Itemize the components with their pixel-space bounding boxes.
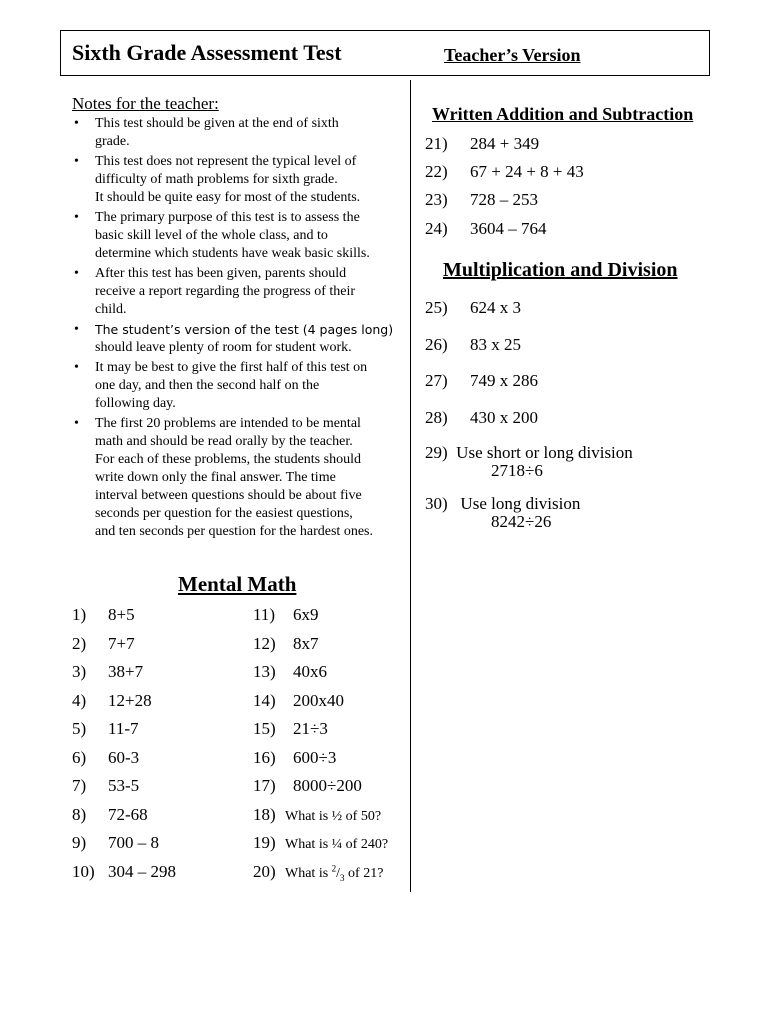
question-number: 10)	[72, 862, 95, 881]
question-row	[425, 371, 538, 391]
note-line: difficulty of math problems for sixth grade.	[95, 172, 338, 187]
question-30	[425, 494, 580, 514]
question-expression: 67 + 24 + 8 + 43	[470, 162, 584, 181]
question-expression: 728 – 253	[470, 190, 538, 209]
question-expression: 6x9	[293, 605, 319, 624]
question-number: 7)	[72, 776, 87, 795]
fraction-numerator: 2	[331, 863, 337, 874]
mental-math-item	[72, 691, 152, 711]
mental-math-item	[72, 634, 135, 654]
note-line: The primary purpose of this test is to assess the	[95, 210, 360, 225]
question-row	[425, 190, 538, 210]
mental-math-item	[253, 605, 319, 625]
question-row	[425, 162, 584, 182]
question-number: 8)	[72, 805, 87, 824]
question-expression: 11-7	[108, 719, 139, 738]
question-expression: 304 – 298	[108, 862, 176, 881]
question-expression: 8x7	[293, 634, 319, 653]
expression-text: What is	[285, 866, 332, 881]
question-number: 25)	[425, 298, 448, 317]
question-expression: 7+7	[108, 634, 135, 653]
question-expression: 8000÷200	[293, 776, 362, 795]
note-line: should leave plenty of room for student work.	[95, 340, 352, 355]
question-expression: What is ¼ of 240?	[285, 837, 389, 852]
question-expression: 284 + 349	[470, 134, 540, 153]
note-line: The student’s version of the test (4 pages long)	[95, 322, 394, 337]
note-item: • It may be best to give the first half of this test on one day, and then the second half on the following day.	[72, 359, 402, 413]
question-row	[425, 134, 539, 154]
question-row	[425, 219, 547, 239]
question-row	[425, 408, 538, 428]
question-expression: 700 – 8	[108, 833, 159, 852]
mental-math-item	[253, 719, 328, 739]
note-line: following day.	[95, 396, 176, 411]
note-line: basic skill level of the whole class, and to	[95, 228, 328, 243]
fraction-slash: /	[336, 866, 341, 881]
question-30-expr: 8242÷26	[491, 512, 552, 531]
question-number: 19)	[253, 833, 276, 852]
question-29-expr: 2718÷6	[491, 461, 543, 480]
question-number: 3)	[72, 662, 87, 681]
question-number: 24)	[425, 219, 448, 238]
question-expression: 72-68	[108, 805, 148, 824]
question-number: 23)	[425, 190, 448, 209]
question-expression: 83 x 25	[470, 335, 521, 354]
note-line: child.	[95, 302, 127, 317]
note-line: After this test has been given, parents should	[95, 266, 347, 281]
mental-math-item	[72, 776, 139, 796]
expression-text: of 21?	[344, 866, 384, 881]
question-expression: 749 x 286	[470, 371, 538, 390]
note-line: This test should be given at the end of sixth	[95, 116, 339, 131]
question-expression: What is ½ of 50?	[285, 809, 382, 824]
note-line: receive a report regarding the progress of their	[95, 284, 356, 299]
question-expression: 60-3	[108, 748, 140, 767]
mental-math-item	[72, 833, 159, 853]
mental-math-item	[253, 776, 362, 796]
mental-math-item	[253, 748, 336, 768]
column-divider	[410, 80, 411, 892]
note-line: grade.	[95, 134, 130, 149]
question-number: 13)	[253, 662, 276, 681]
version-label: Teacher’s Version	[444, 45, 581, 65]
question-number: 14)	[253, 691, 276, 710]
mental-math-item	[253, 805, 381, 825]
question-number: 4)	[72, 691, 87, 710]
mental-math-title: Mental Math	[178, 572, 297, 596]
note-item: • The first 20 problems are intended to be mental math and should be read orally by the teacher. For each of these problems, the students should write down only the final answer. The time interval between questions should be about five seconds per question for the easiest questions, and ten seconds per question for the hardest ones.	[72, 415, 402, 541]
notes-list	[72, 115, 402, 543]
question-expression: 600÷3	[293, 748, 337, 767]
question-number: 5)	[72, 719, 87, 738]
note-item: • The primary purpose of this test is to assess the basic skill level of the whole class, and to determine which students have weak basic skills.	[72, 209, 402, 263]
question-number: 21)	[425, 134, 448, 153]
question-expression: 53-5	[108, 776, 140, 795]
question-row	[425, 298, 521, 318]
question-text: Use long division	[460, 494, 581, 513]
question-expression: 200x40	[293, 691, 344, 710]
question-number: 27)	[425, 371, 448, 390]
question-number: 9)	[72, 833, 87, 852]
question-number: 16)	[253, 748, 276, 767]
note-item: • This test should be given at the end of sixth grade.	[72, 115, 402, 151]
note-line: It may be best to give the first half of this test on	[95, 360, 368, 375]
page-title: Sixth Grade Assessment Test	[72, 40, 342, 65]
note-line: one day, and then the second half on the	[95, 378, 320, 393]
question-number: 29)	[425, 443, 448, 462]
question-29	[425, 443, 633, 463]
question-expression: 430 x 200	[470, 408, 538, 427]
question-number: 18)	[253, 805, 276, 824]
question-number: 2)	[72, 634, 87, 653]
notes-title-text: Notes for the teacher:	[72, 94, 219, 113]
question-expression: 3604 – 764	[470, 219, 547, 238]
mental-math-item	[253, 691, 344, 711]
note-item: • The student’s version of the test (4 pages long) should leave plenty of room for student work.	[72, 321, 402, 357]
note-line: determine which students have weak basic skills.	[95, 246, 370, 261]
mental-math-item	[72, 662, 143, 682]
question-number: 1)	[72, 605, 87, 624]
note-item: • This test does not represent the typical level of difficulty of math problems for sixth grade. It should be quite easy for most of the students.	[72, 153, 402, 207]
question-expression: 12+28	[108, 691, 152, 710]
note-line: It should be quite easy for most of the students.	[95, 190, 361, 205]
question-number: 15)	[253, 719, 276, 738]
note-line: The first 20 problems are intended to be mental	[95, 416, 361, 431]
question-expression: 40x6	[293, 662, 327, 681]
fraction-denominator: 3	[340, 872, 345, 883]
note-line: math and should be read orally by the teacher.	[95, 434, 353, 449]
question-expression: 21÷3	[293, 719, 328, 738]
question-text: Use short or long division	[456, 443, 633, 462]
question-number: 26)	[425, 335, 448, 354]
mental-math-item	[72, 862, 176, 882]
note-line: and ten seconds per question for the hardest ones.	[95, 524, 373, 539]
written-section-title: Written Addition and Subtraction	[432, 104, 694, 124]
mental-math-item	[253, 634, 319, 654]
mental-math-item	[72, 805, 148, 825]
note-line: This test does not represent the typical level of	[95, 154, 357, 169]
question-number: 20)	[253, 862, 276, 881]
question-expression: 8+5	[108, 605, 135, 624]
question-expression: 624 x 3	[470, 298, 521, 317]
note-line: interval between questions should be about five	[95, 488, 362, 503]
multdiv-section-title: Multiplication and Division	[443, 259, 678, 281]
mental-math-item	[253, 862, 383, 883]
question-number: 12)	[253, 634, 276, 653]
note-item: • After this test has been given, parents should receive a report regarding the progress of their child.	[72, 265, 402, 319]
note-line: seconds per question for the easiest questions,	[95, 506, 353, 521]
question-number: 17)	[253, 776, 276, 795]
question-number: 22)	[425, 162, 448, 181]
question-row	[425, 335, 521, 355]
question-number: 6)	[72, 748, 87, 767]
question-number: 11)	[253, 605, 276, 624]
mental-math-item	[253, 662, 327, 682]
mental-math-item	[72, 748, 139, 768]
question-number: 28)	[425, 408, 448, 427]
question-number: 30)	[425, 494, 448, 513]
notes-title	[72, 94, 219, 114]
mental-math-item	[72, 605, 135, 625]
mental-math-item	[253, 833, 388, 853]
note-line: write down only the final answer. The time	[95, 470, 336, 485]
mental-math-item	[72, 719, 139, 739]
question-expression	[285, 863, 384, 883]
question-expression: 38+7	[108, 662, 144, 681]
note-line: For each of these problems, the students should	[95, 452, 361, 467]
